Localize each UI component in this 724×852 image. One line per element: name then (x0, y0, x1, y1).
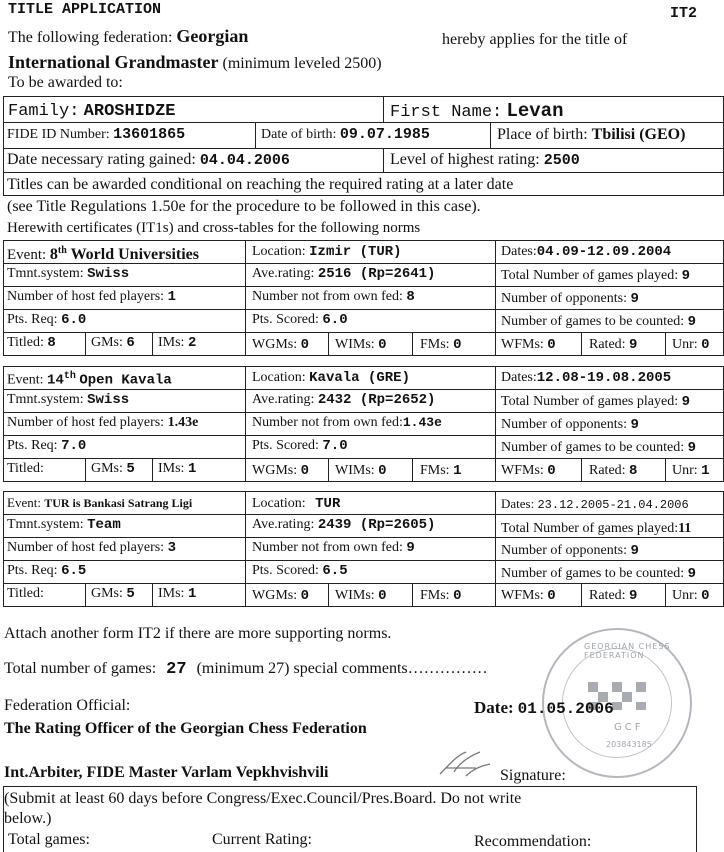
first-name-field (390, 100, 563, 124)
minimum-note: (minimum leveled 2500) (222, 55, 382, 72)
norm1-tmnt: Tmnt.system: Swiss (7, 266, 130, 282)
norm2-host: Number of host fed players: 1.43e (7, 415, 199, 430)
norm2-ave: Ave.rating: 2432 (Rp=2652) (252, 392, 436, 408)
total-games-prefix: Total number of games: (4, 660, 157, 677)
norm3-ims: IMs: 1 (158, 586, 197, 602)
norm2-wgms: WGMs: 0 (252, 463, 310, 479)
dob-field (261, 125, 430, 145)
norm3-location: Location: TUR (252, 496, 341, 512)
norm2-unr: Unr: 1 (672, 463, 710, 479)
norm1-fms: FMs: 0 (420, 337, 462, 353)
total-games-label: Total games: (8, 831, 90, 848)
norm2-titled: Titled: (7, 461, 44, 476)
norm2-rated: Rated: 8 (589, 463, 638, 479)
norm2-ims: IMs: 1 (158, 461, 197, 477)
norm3-total: Total Number of games played:11 (501, 521, 692, 536)
norm2-location: Location: Kavala (GRE) (252, 370, 410, 386)
pob-label: Place of birth: (497, 126, 588, 143)
official-name: The Rating Officer of the Georgian Chess Federation (4, 720, 367, 737)
stamp-number: 203843185 (606, 740, 652, 749)
norm1-opponents: Number of opponents: 9 (501, 291, 639, 307)
submit-note-2: below.) (4, 810, 52, 827)
pob-value: Tbilisi (GEO) (591, 126, 686, 143)
norm1-ave: Ave.rating: 2516 (Rp=2641) (252, 266, 436, 282)
norm3-ave: Ave.rating: 2439 (Rp=2605) (252, 517, 436, 533)
norm2-dates: Dates:12.08-19.08.2005 (501, 370, 672, 386)
date-label: Date: (474, 698, 514, 717)
norm2-opponents: Number of opponents: 9 (501, 417, 639, 433)
norm1-titled: Titled: 8 (7, 335, 56, 351)
note-line-1: Titles can be awarded conditional on reaching the required rating at a later date (7, 176, 514, 193)
norm1-rated: Rated: 9 (589, 337, 638, 353)
first-name-value: Levan (506, 100, 564, 122)
norm3-wims: WIMs: 0 (335, 588, 387, 604)
norm2-wfms: WFMs: 0 (501, 463, 556, 479)
norm3-counted: Number of games to be counted: 9 (501, 566, 697, 582)
norm3-wfms: WFMs: 0 (501, 588, 556, 604)
norm3-dates: Dates: 23.12.2005-21.04.2006 (501, 496, 689, 512)
highest-rating-value: 2500 (543, 152, 580, 169)
norm1-host: Number of host fed players: 1 (7, 289, 176, 305)
norm2-pts-scored: Pts. Scored: 7.0 (252, 438, 348, 454)
submit-note-1: (Submit at least 60 days before Congress/Exec.Council/Pres.Board. Do not write (4, 790, 522, 807)
norm3-pts-req: Pts. Req: 6.5 (7, 563, 87, 579)
norm1-counted: Number of games to be counted: 9 (501, 314, 697, 330)
norm1-gms: GMs: 6 (91, 335, 135, 351)
norm3-wgms: WGMs: 0 (252, 588, 310, 604)
norm1-dates: Dates:04.09-12.09.2004 (501, 244, 672, 260)
norm2-gms: GMs: 5 (91, 461, 135, 477)
norm2-counted: Number of games to be counted: 9 (501, 440, 697, 456)
signature-label: Signature: (500, 767, 566, 784)
norm3-host: Number of host fed players: 3 (7, 540, 176, 556)
recommendation-label: Recommendation: (474, 833, 592, 850)
fide-id-value: 13601865 (113, 126, 186, 143)
title-awarded: International Grandmaster (8, 52, 219, 72)
norm3-tmnt: Tmnt.system: Team (7, 517, 121, 533)
norm1-location: Location: Izmir (TUR) (252, 244, 402, 260)
pob-field (497, 125, 685, 145)
intro-line (8, 26, 248, 47)
norm3-rated: Rated: 9 (589, 588, 638, 604)
norm3-not-own: Number not from own fed: 9 (252, 540, 415, 556)
dob-value: 09.07.1985 (339, 126, 430, 143)
federation-name: Georgian (176, 26, 249, 46)
norm3-gms: GMs: 5 (91, 586, 135, 602)
family-field (8, 99, 176, 123)
norm2-wims: WIMs: 0 (335, 463, 387, 479)
norm2-not-own: Number not from own fed:1.43e (252, 415, 442, 430)
norm3-unr: Unr: 0 (672, 588, 710, 604)
stamp-text: GEORGIAN CHESS FEDERATION (584, 642, 671, 660)
current-rating-label: Current Rating: (212, 831, 312, 848)
norm3-opponents: Number of opponents: 9 (501, 543, 639, 559)
norm3-titled: Titled: (7, 586, 44, 601)
total-games-line (4, 660, 488, 679)
dob-label: Date of birth: (261, 127, 337, 142)
norm3-fms: FMs: 0 (420, 588, 462, 604)
norm1-pts-scored: Pts. Scored: 6.0 (252, 312, 348, 328)
norm1-wfms: WFMs: 0 (501, 337, 556, 353)
norm1-wgms: WGMs: 0 (252, 337, 310, 353)
note-line-3: Herewith certificates (IT1s) and cross-tables for the following norms (7, 220, 421, 236)
total-games-value: 27 (166, 660, 187, 679)
norm1-total: Total Number of games played: 9 (501, 268, 690, 284)
fide-id-label: FIDE ID Number: (7, 127, 110, 142)
fide-id-field (7, 125, 185, 145)
note-line-2: (see Title Regulations 1.50e for the procedure to be followed in this case). (7, 198, 481, 215)
norm1-ims: IMs: 2 (158, 335, 197, 351)
norm1-event: Event: 8th World Universities (7, 245, 199, 263)
norm3-event: Event: TUR is Bankasi Satrang Ligi (7, 495, 193, 510)
norm1-unr: Unr: 0 (672, 337, 710, 353)
family-label: Family: (8, 102, 80, 121)
stamp-abbr: GCF (614, 722, 644, 733)
arbiter-name: Int.Arbiter, FIDE Master Varlam Vepkhvishvili (4, 764, 329, 781)
rating-date-label: Date necessary rating gained: (7, 151, 196, 168)
date-field (474, 698, 614, 718)
norm2-tmnt: Tmnt.system: Swiss (7, 392, 130, 408)
form-code: IT2 (670, 5, 698, 22)
norm2-fms: FMs: 1 (420, 463, 462, 479)
norm3-pts-scored: Pts. Scored: 6.5 (252, 563, 348, 579)
norm1-pts-req: Pts. Req: 6.0 (7, 312, 87, 328)
norm2-total: Total Number of games played: 9 (501, 394, 690, 410)
form-title: TITLE APPLICATION (8, 1, 162, 18)
highest-rating-field (390, 150, 580, 171)
date-value: 01.05.2006 (517, 700, 614, 718)
norm1-not-own: Number not from own fed: 8 (252, 289, 415, 305)
attach-note: Attach another form IT2 if there are more supporting norms. (4, 625, 392, 642)
norm2-pts-req: Pts. Req: 7.0 (7, 438, 87, 454)
total-games-suffix: (minimum 27) special comments…………… (196, 660, 488, 677)
to-be-awarded: To be awarded to: (8, 74, 123, 91)
intro-suffix: hereby applies for the title of (442, 31, 628, 48)
intro-prefix: The following federation: (8, 29, 173, 46)
first-name-label: First Name: (390, 103, 503, 122)
norm1-wims: WIMs: 0 (335, 337, 387, 353)
rating-date-field (7, 150, 290, 171)
norm2-event: Event: 14th Open Kavala (7, 371, 172, 389)
rating-date-value: 04.04.2006 (199, 152, 290, 169)
highest-rating-label: Level of highest rating: (390, 151, 540, 168)
family-value: AROSHIDZE (83, 102, 176, 121)
signature-scribble (436, 746, 494, 780)
title-line (8, 52, 382, 73)
official-label: Federation Official: (4, 697, 131, 714)
